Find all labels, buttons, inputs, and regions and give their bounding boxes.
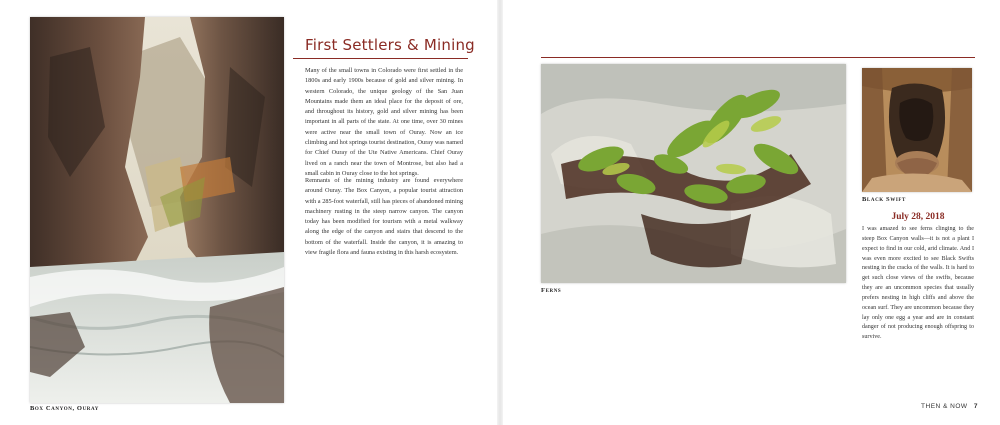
journal-date: July 28, 2018 [891,212,945,222]
paragraph-text: Remnants of the mining industry are found everywhere around Ouray. The Box Canyon, a popular tourist attraction with a 285-foot waterfall, still has pieces of abandoned mining machinery rusting in the steep narrow canyon. The canyon today has been modified for tourism with a metal walkway along the edge of the canyon and stairs that descend to the bottom of the waterfall. Inside the canyon, it is amazing to view fragile flora and fauna existing in this harsh ecosystem. [305,177,463,257]
page-gutter [497,0,503,425]
box-canyon-painting [30,17,284,403]
body-paragraph-1 [305,66,463,179]
header-rule [541,57,975,58]
page-footer [921,403,978,410]
black-swift-painting [862,68,972,192]
ferns-caption: Ferns [541,287,562,294]
page-number: 7 [973,403,978,410]
box-canyon-caption: Box Canyon, Ouray [30,405,99,412]
title-underline [293,58,468,59]
journal-entry: I was amazed to see ferns clinging to the steep Box Canyon walls—it is not a plant I expect to find in our cold, arid climate. And I was even more excited to see Black Swifts nesting in the cracks of the walls. It is hard to get such close views of the swifts, because they are an uncommon species that usually prefers nesting in high cliffs and above the ocean surf. They are uncommon because they lay only one egg a year and are in constant danger of not producing enough offspring to survive. [862,226,974,341]
body-paragraph-2 [305,176,463,258]
folio-label: THEN & NOW [921,403,968,410]
ferns-painting [541,64,846,283]
paragraph-text: Many of the small towns in Colorado were first settled in the 1800s and early 1900s because of gold and silver mining. In western Colorado, the unique geology of the San Juan Mountains made them an ideal place for the deposit of ore, and throughout its history, gold and silver mining has been important in all parts of the state. At one time, over 30 mines were active near the small town of Ouray. Now an ice climbing and hot springs tourist destination, Ouray was named for Chief Ouray of the Ute Native Americans. Chief Ouray lived on a ranch near the town of Montrose, but also had a small cabin in Ouray close to the hot springs. [305,67,463,177]
section-title: First Settlers & Mining [305,36,475,54]
black-swift-caption: Black Swift [862,196,906,203]
